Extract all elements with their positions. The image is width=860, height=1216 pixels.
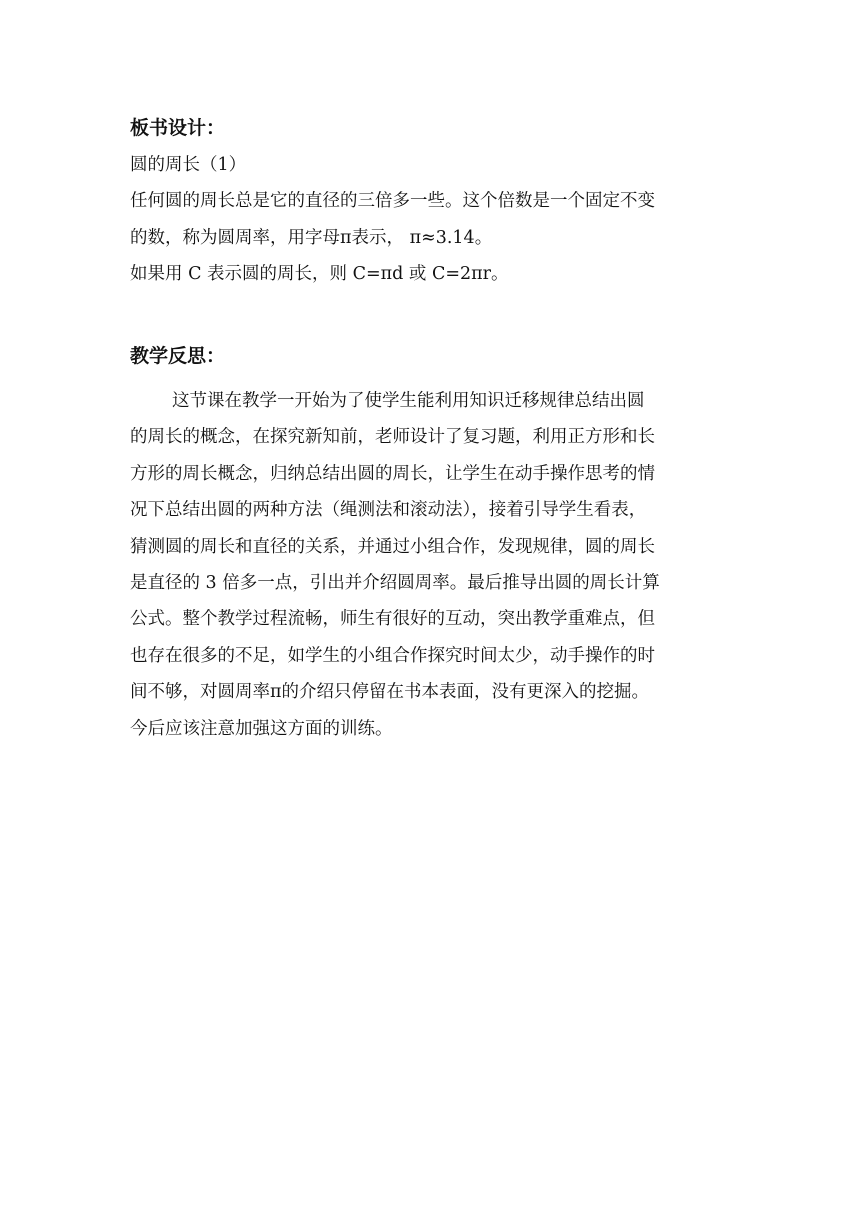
reflection-line: 况下总结出圆的两种方法（绳测法和滚动法），接着引导学生看表， xyxy=(130,500,647,521)
reflection-line: 方形的周长概念，归纳总结出圆的周长，让学生在动手操作思考的情 xyxy=(130,463,655,484)
board-design-line: 如果用 C 表示圆的周长，则 C=πd 或 C=2πr。 xyxy=(130,264,509,284)
reflection-line: 的周长的概念，在探究新知前，老师设计了复习题，利用正方形和长 xyxy=(130,427,655,448)
reflection-line: 这节课在教学一开始为了使学生能利用知识迁移规律总结出圆 xyxy=(172,391,645,411)
board-design-title: 圆的周长（1） xyxy=(130,154,247,175)
document-content xyxy=(130,112,742,747)
reflection-line: 公式。整个教学过程流畅，师生有很好的互动，突出教学重难点，但 xyxy=(130,609,655,630)
reflection-line: 猜测圆的周长和直径的关系，并通过小组合作，发现规律，圆的周长 xyxy=(130,536,655,557)
board-design-line: 的数，称为圆周率，用字母π表示， π≈3.14。 xyxy=(130,227,493,248)
reflection-line: 间不够，对圆周率π的介绍只停留在书本表面，没有更深入的挖掘。 xyxy=(130,682,649,703)
board-design-heading: 板书设计： xyxy=(130,117,226,139)
board-design-line: 任何圆的周长总是它的直径的三倍多一些。这个倍数是一个固定不变 xyxy=(130,191,655,211)
board-design-section xyxy=(130,112,742,290)
reflection-line: 是直径的 3 倍多一点，引出并介绍圆周率。最后推导出圆的周长计算 xyxy=(130,572,660,593)
reflection-section xyxy=(130,340,742,747)
reflection-line: 也存在很多的不足，如学生的小组合作探究时间太少，动手操作的时 xyxy=(130,645,655,666)
reflection-paragraph xyxy=(130,383,742,747)
reflection-heading: 教学反思： xyxy=(130,345,226,367)
reflection-line: 今后应该注意加强这方面的训练。 xyxy=(130,718,393,739)
